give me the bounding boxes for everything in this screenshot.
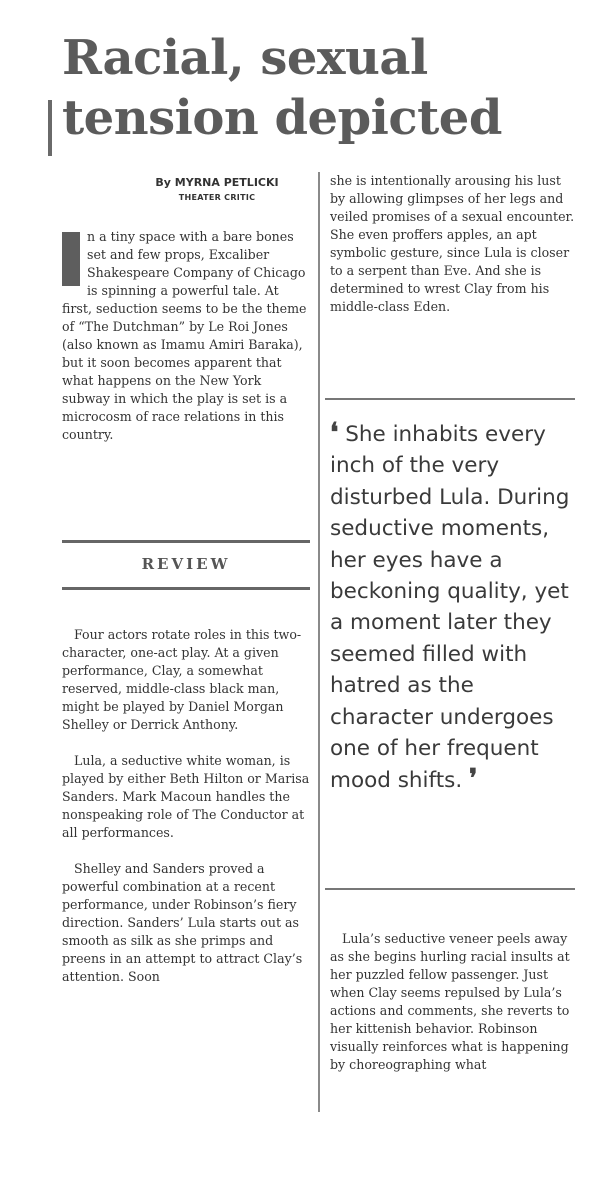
left-column-intro xyxy=(62,228,310,444)
headline-accent-bar xyxy=(48,100,52,156)
close-quote-icon: ❜ xyxy=(469,764,478,795)
headline-line-1: Racial, sexual xyxy=(62,30,428,86)
byline-prefix: By xyxy=(155,176,171,189)
byline-author: MYRNA PETLICKI xyxy=(174,176,279,189)
byline-role: THEATER CRITIC xyxy=(178,193,256,202)
byline xyxy=(122,176,312,202)
pull-quote xyxy=(330,418,578,797)
body-paragraph-3: Shelley and Sanders proved a powerful combination at a recent performance, under Robinson’s fiery direction. Sanders’ Lula starts out as smooth as silk as she primps and preens in an attempt to attract Clay’s attention. Soon xyxy=(62,861,303,984)
intro-paragraph xyxy=(62,228,310,444)
pull-quote-rule-bottom xyxy=(325,888,575,890)
right-paragraph-bottom: Lula’s seductive veneer peels away as she begins hurling racial insults at her puzzled fellow passenger. Just when Clay seems repulsed by Lula’s actions and comments, she reverts to her kittenish behavior. Robinson visually reinforces what is happening by choreographing what xyxy=(330,931,570,1072)
review-label: REVIEW xyxy=(141,555,231,573)
review-rule-bottom xyxy=(62,587,310,590)
review-section-header xyxy=(62,540,310,590)
left-column-body xyxy=(62,626,310,986)
review-rule-top xyxy=(62,540,310,543)
pull-quote-rule-top xyxy=(325,398,575,400)
right-column-top xyxy=(330,172,578,316)
headline-line-2: tension depicted xyxy=(62,90,502,146)
right-column-bottom xyxy=(330,930,578,1074)
body-paragraph-1: Four actors rotate roles in this two-character, one-act play. At a given performance, Clay, a somewhat reserved, middle-class black man, might be played by Daniel Morgan Shelley or Derrick Anthony. xyxy=(62,627,302,732)
body-paragraph-2: Lula, a seductive white woman, is played by either Beth Hilton or Marisa Sanders. Mark Macoun handles the nonspeaking role of The Conductor at all performances. xyxy=(62,753,310,840)
column-divider xyxy=(318,172,320,1112)
open-quote-icon: ❛ xyxy=(330,418,339,448)
headline xyxy=(62,28,582,148)
right-paragraph-top: she is intentionally arousing his lust by allowing glimpses of her legs and veiled promises of a sexual encounter. She even proffers apples, an apt symbolic gesture, since Lula is closer to a serpent than Eve. And she is determined to wrest Clay from his middle-class Eden. xyxy=(330,173,575,314)
intro-text: n a tiny space with a bare bones set and few props, Excaliber Shakespeare Company of Chicago is spinning a powerful tale. At first, seduction seems to be the theme of “The Dutchman” by Le Roi Jones (also known as Imamu Amiri Baraka), but it soon becomes apparent that what happens on the New York subway in which the play is set is a microcosm of race relations in this country. xyxy=(62,229,307,442)
drop-cap xyxy=(62,232,80,286)
pull-quote-text: She inhabits every inch of the very disturbed Lula. During seductive moments, her eyes have a beckoning quality, yet a moment later they seemed filled with hatred as the character undergoes one of her frequent mood shifts. xyxy=(330,422,570,794)
